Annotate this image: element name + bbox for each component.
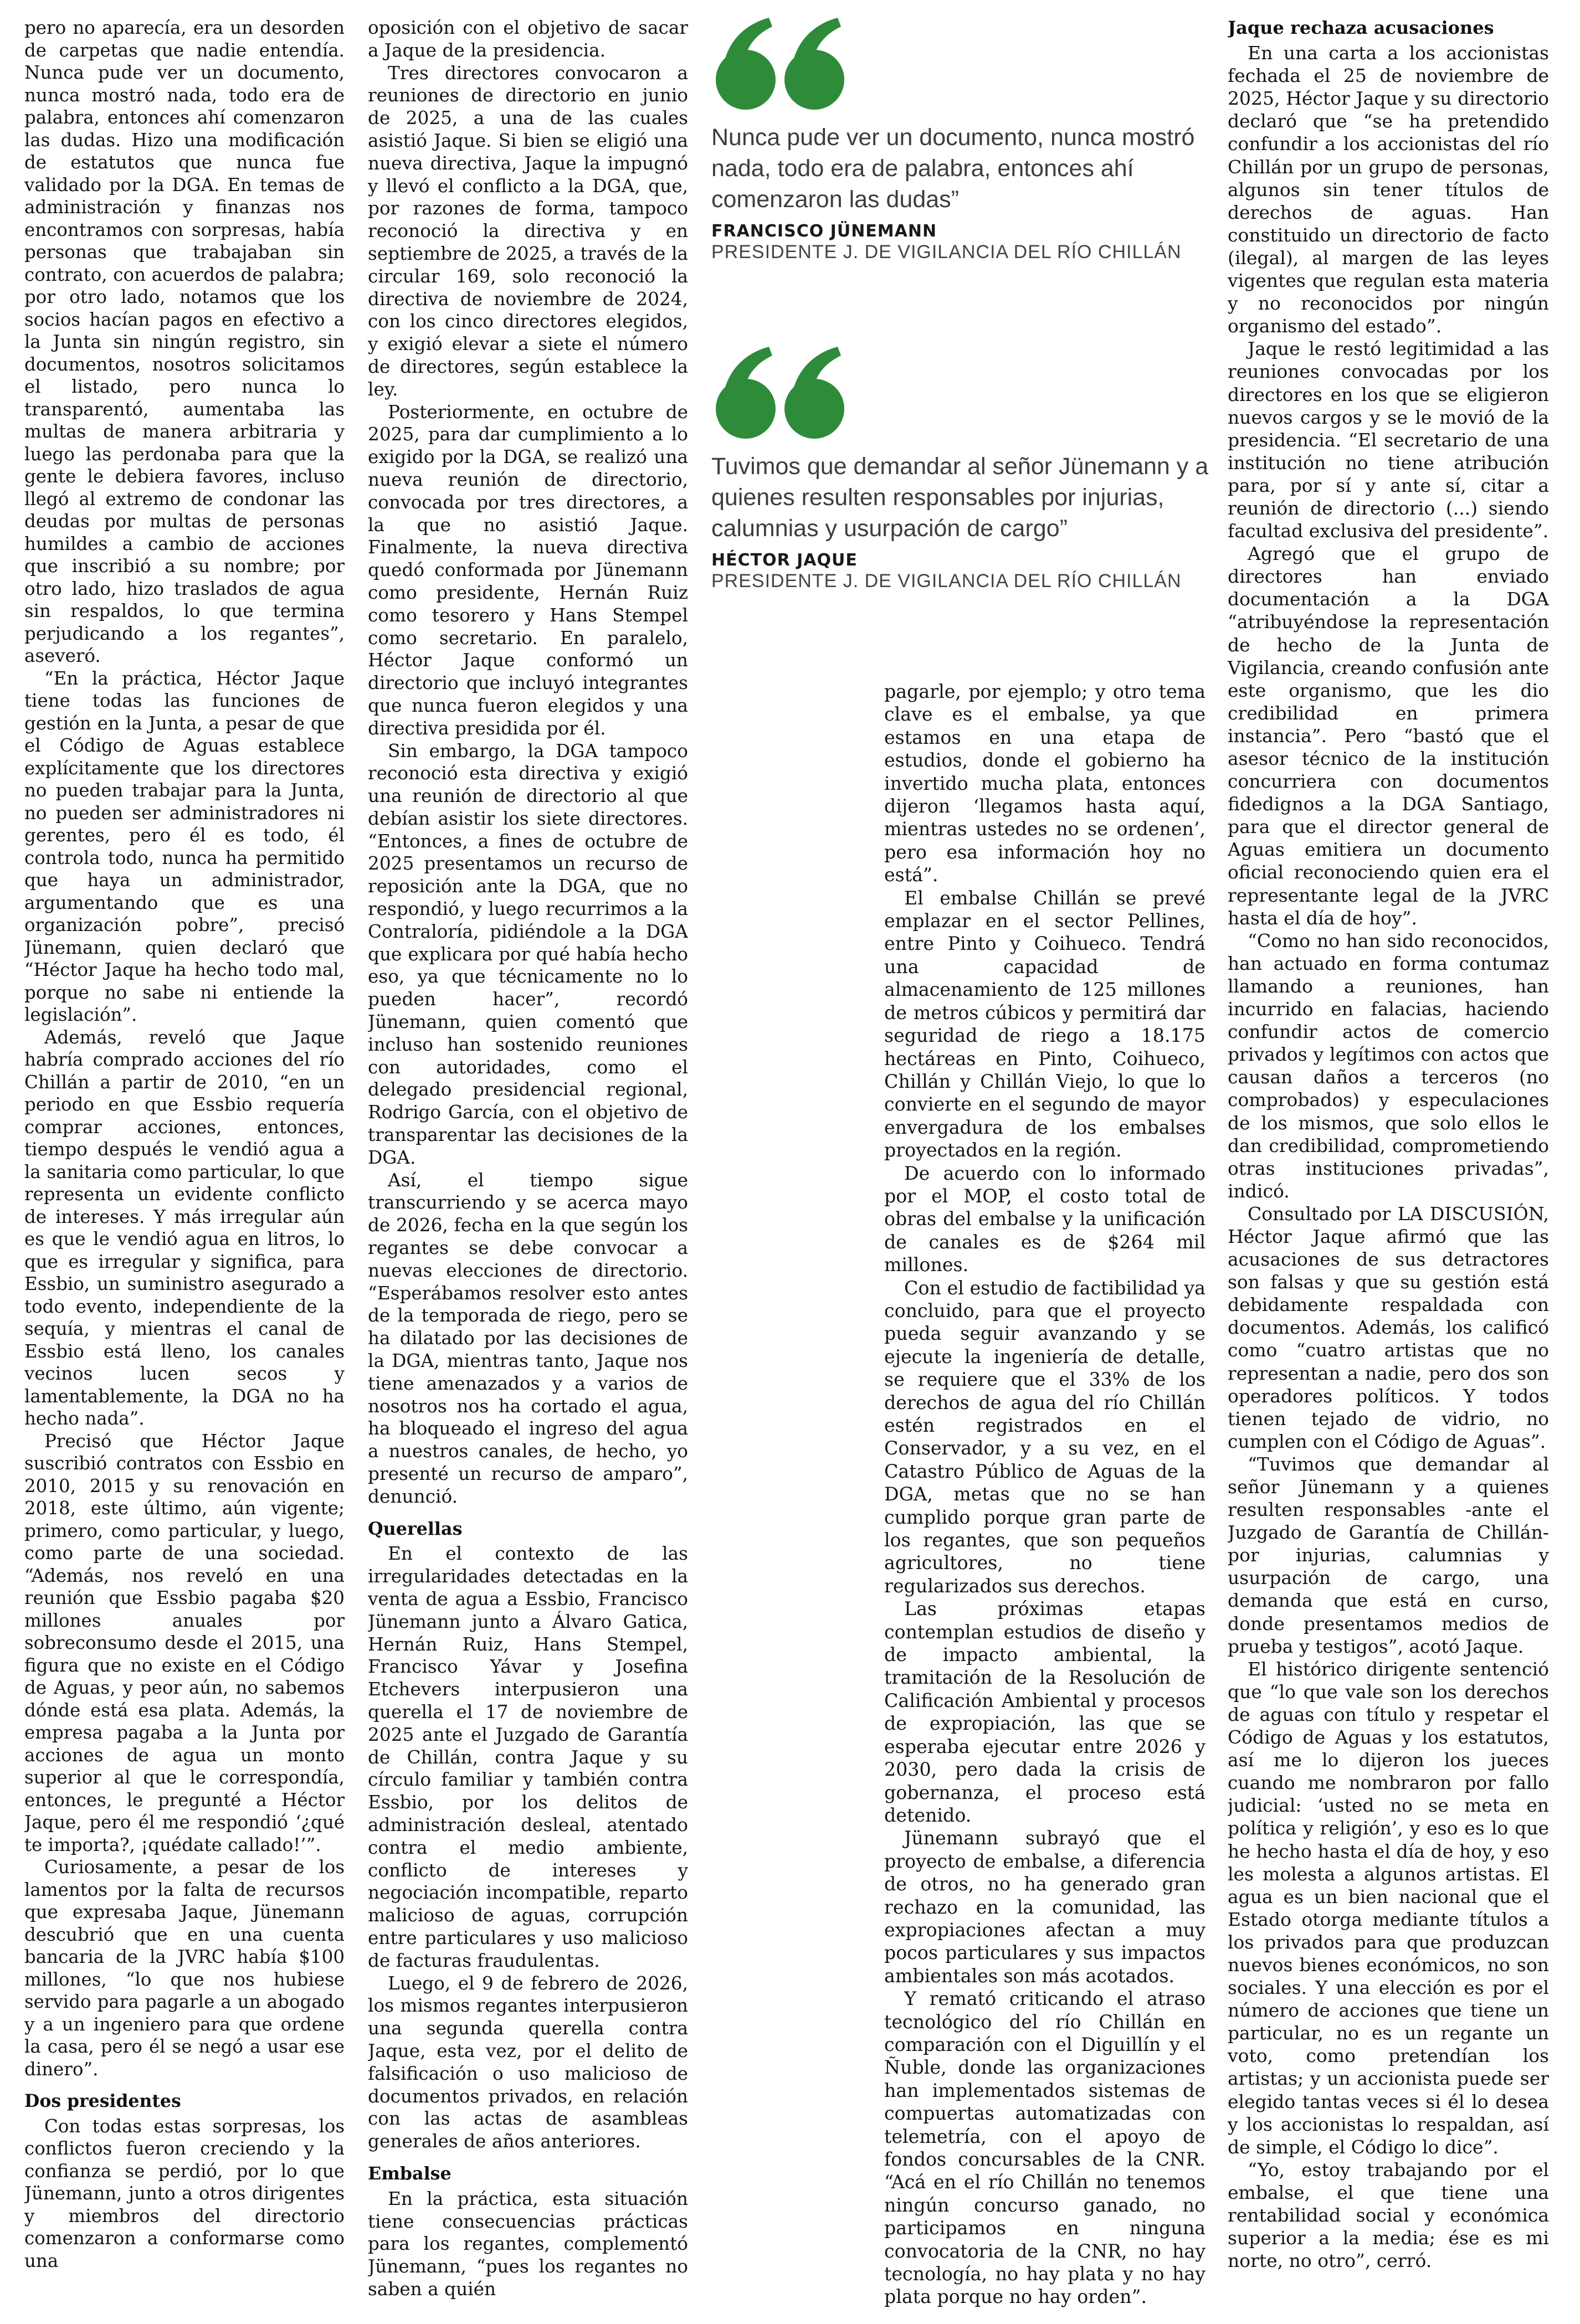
section-heading-jaque-rechaza: Jaque rechaza acusaciones <box>1228 17 1494 38</box>
quote-icon <box>711 343 855 443</box>
paragraph: “Tuvimos que demandar al señor Jünemann y a quienes resulten responsables -ante el Juzgado de Garantía de Chillán- por injurias, calumnias y usurpación de cargo, una demanda que está en curso, donde presentamos medios de prueba y testigos”, acotó Jaque. <box>1228 1453 1549 1657</box>
paragraph: Curiosamente, a pesar de los lamentos por la falta de recursos que expresaba Jaque, Jünemann descubrió que en una cuenta bancaria de la JVRC había $100 millones, “lo que nos hubiese servido para pagarle a un abogado y a un ingeniero para que ordene la casa, pero él se negó a usar ese dinero”. <box>24 1857 345 2080</box>
article-column-4 <box>1228 17 1549 2310</box>
paragraph: Las próximas etapas contemplan estudios de diseño y de impacto ambiental, la tramitación de la Resolución de Calificación Ambiental y procesos de expropiación, las que se esperaba ejecutar entre 2026 y 2030, pero dada la crisis de gobernanza, el proceso está detenido. <box>884 1598 1205 1826</box>
pull-quote-junemann <box>711 14 1210 263</box>
paragraph: oposición con el objetivo de sacar a Jaque de la presidencia. <box>368 17 688 61</box>
paragraph: Luego, el 9 de febrero de 2026, los mismos regantes interpusieron una segunda querella contra Jaque, esta vez, por el delito de falsificación o uso malicioso de documentos privados, en relación con las actas de asambleas generales de años anteriores. <box>368 1972 688 2152</box>
paragraph: En el contexto de las irregularidades detectadas en la venta de agua a Essbio, Francisco Jünemann junto a Álvaro Gatica, Hernán Ruiz, Hans Stempel, Francisco Yávar y Josefina Etchevers interpusieron una querella el 17 de noviembre de 2025 ante el Juzgado de Garantía de Chillán, contra Jaque y su círculo familiar y también contra Essbio, por los delitos de administración desleal, atentado contra el medio ambiente, conflicto de intereses y negociación incompatible, reparto malicioso de aguas, corrupción entre particulares y uso malicioso de facturas fraudulentas. <box>368 1543 688 1971</box>
section-heading-querellas: Querellas <box>368 1518 463 1539</box>
section-heading-dos-presidentes: Dos presidentes <box>24 2091 181 2111</box>
paragraph: pero no aparecía, era un desorden de carpetas que nadie entendía. Nunca pude ver un documento, nunca mostró nada, todo era de palabra, entonces ahí comenzaron las dudas. Hizo una modificación de estatutos que nunca fue validado por la DGA. En temas de administración y finanzas nos encontramos con sorpresas, había personas que trabajaban sin contrato, con acuerdos de palabra; por otro lado, notamos que los socios hacían pagos en efectivo a la Junta sin ningún registro, sin documentos, nosotros solicitamos el listado, pero nunca lo transparentó, aumentaba las multas de manera arbitraria y luego las perdonaba para que la gente le debiera favores, incluso llegó al extremo de condonar las deudas por multas de personas humildes a cambio de acciones que inscribió a su nombre; por otro lado, hizo traslados de agua sin respaldos, lo que termina perjudicando a los regantes”, aseveró. <box>24 17 345 666</box>
paragraph: “Como no han sido reconocidos, han actuado en forma contumaz llamando a reuniones, han incurrido en falacias, haciendo confundir actos de comercio privados y legítimos con actos que causan daños a terceros (no comprobados) y especulaciones de los mismos, que solo ellos le dan credibilidad, comprometiendo otras instituciones privadas”, indicó. <box>1228 929 1549 1202</box>
article-column-1 <box>24 17 345 2310</box>
paragraph: El histórico dirigente sentenció que “lo que vale son los derechos de aguas con título y respetar el Código de Aguas y los estatutos, así me lo dijeron los jueces cuando me nombraron por fallo judicial: ‘usted no se meta en política y religión’, y eso es lo que he hecho hasta el día de hoy, y eso les molesta a algunos artistas. El agua es un bien nacional que el Estado otorga mediante títulos a los privados para que produzcan nuevos bienes económicos, no son sociales. Y una elección es por el número de acciones que tiene un particular, no es un regante un voto, como pretendían los artistas; y un accionista puede ser elegido tantas veces si él lo desea y los accionistas lo respaldan, así de simple, el Código lo dice”. <box>1228 1658 1549 2158</box>
section-heading-embalse: Embalse <box>368 2163 452 2184</box>
paragraph: Así, el tiempo sigue transcurriendo y se acerca mayo de 2026, fecha en la que según los regantes se debe convocar a nuevas elecciones de directorio. “Esperábamos resolver esto antes de la temporada de riego, pero se ha dilatado por las decisiones de la DGA, mientras tanto, Jaque nos tiene amenazados y a varios de nosotros nos ha cortado el agua, ha bloqueado el ingreso del agua a nuestros canales, de hecho, yo presenté un recurso de amparo”, denunció. <box>368 1169 688 1507</box>
paragraph: “Yo, estoy trabajando por el embalse, el que tiene una rentabilidad social y económica superior a la media; ése es mi norte, no otro”, cerró. <box>1228 2158 1549 2272</box>
quote-text: Nunca pude ver un documento, nunca mostró nada, todo era de palabra, entonces ahí comenzaron las dudas” <box>711 124 1195 213</box>
pull-quote-jaque <box>711 343 1210 592</box>
quote-author-role: PRESIDENTE J. DE VIGILANCIA DEL RÍO CHILLÁN <box>711 570 1182 592</box>
quote-author-role: PRESIDENTE J. DE VIGILANCIA DEL RÍO CHILLÁN <box>711 241 1182 263</box>
paragraph: pagarle, por ejemplo; y otro tema clave es el embalse, ya que estamos en una etapa de estudios, donde el gobierno ha invertido mucha plata, entonces dijeron ‘llegamos hasta aquí, mientras ustedes no se ordenen’, pero esa información hoy no está”. <box>884 681 1205 886</box>
paragraph: El embalse Chillán se prevé emplazar en el sector Pellines, entre Pinto y Coihueco. Tendrá una capacidad de almacenamiento de 125 millones de metros cúbicos y permitirá dar seguridad de riego a 18.175 hectáreas en Pinto, Coihueco, Chillán y Chillán Viejo, lo que lo convierte en el segundo de mayor envergadura de los embalses proyectados en la región. <box>884 887 1205 1161</box>
paragraph: Y remató criticando el atraso tecnológico del río Chillán en comparación con el Diguillín y el Ñuble, donde las organizaciones han implementados sistemas de compuertas automatizadas con telemetría, con el apoyo de fondos concursables de la CNR. “Acá en el río Chillán no tenemos ningún concurso ganado, no participamos en ninguna convocatoria de la CNR, no hay tecnología, no hay plata y no hay plata porque no hay orden”. <box>884 1988 1205 2308</box>
paragraph: Consultado por LA DISCUSIÓN, Héctor Jaque afirmó que las acusaciones de sus detractores son falsas y que su gestión está debidamente respaldada con documentos. Además, los calificó como “cuatro artistas que no representan a nadie, pero dos son operadores políticos. Y todos tienen tejado de vidrio, no cumplen con el Código de Aguas”. <box>1228 1202 1549 1452</box>
article-column-2 <box>368 17 688 2310</box>
paragraph: Con todas estas sorpresas, los conflictos fueron creciendo y la confianza se perdió, por lo que Jünemann, junto a otros dirigentes y miembros del directorio comenzaron a conformarse como una <box>24 2115 345 2271</box>
quote-icon <box>711 14 855 114</box>
article-column-3 <box>884 680 1205 2310</box>
quote-author-name: FRANCISCO JÜNEMANN <box>711 222 937 241</box>
paragraph: Precisó que Héctor Jaque suscribió contratos con Essbio en 2010, 2015 y su renovación en 2018, este último, aún vigente; primero, como particular, y luego, como parte de una sociedad. “Además, nos reveló en una reunión que Essbio pagaba $20 millones anuales por sobreconsumo desde el 2015, una figura que no existe en el Código de Aguas, y peor aún, no sabemos dónde está esa plata. Además, la empresa pagaba a la Junta por acciones de agua un monto superior al que le correspondía, entonces, le pregunté a Héctor Jaque, pero él me respondió ‘¿qué te importa?, ¡quédate callado!’”. <box>24 1430 345 1855</box>
paragraph: Con el estudio de factibilidad ya concluido, para que el proyecto pueda seguir avanzando y se ejecute la ingeniería de detalle, se requiere que el 33% de los derechos de agua del río Chillán estén registrados en el Conservador, y a su vez, en el Catastro Público de Aguas de la DGA, metas que no se han cumplido porque gran parte de los regantes, que son pequeños agricultores, no tiene regularizados sus derechos. <box>884 1277 1205 1597</box>
paragraph: En una carta a los accionistas fechada el 25 de noviembre de 2025, Héctor Jaque y su directorio declaró que “se ha pretendido confundir a los accionistas del río Chillán por un grupo de personas, algunos sin tener títulos de derechos de aguas. Han constituido un directorio de facto (ilegal), al margen de las leyes vigentes que regulan esta materia y no reconocidos por ningún organismo del estado”. <box>1228 42 1549 337</box>
paragraph: Jünemann subrayó que el proyecto de embalse, a diferencia de otros, no ha generado gran rechazo en la comunidad, las expropiaciones afectan a muy pocos particulares y sus impactos ambientales son más acotados. <box>884 1827 1205 1987</box>
paragraph: Jaque le restó legitimidad a las reuniones convocadas por los directores en los que se eligieron nuevos cargos y se le movió de la presidencia. “El secretario de una institución no tiene atribución para, por sí y ante sí, citar a reunión de directorio (...) siendo facultad exclusiva del presidente”. <box>1228 338 1549 542</box>
paragraph: Sin embargo, la DGA tampoco reconoció esta directiva y exigió una reunión de directorio al que debían asistir los siete directores. “Entonces, a fines de octubre de 2025 presentamos un recurso de reposición ante la DGA, que no respondió, y luego recurrimos a la Contraloría, pidiéndole a la DGA que explicara por qué había hecho eso, ya que técnicamente no lo pueden hacer”, recordó Jünemann, quien comentó que incluso han sostenido reuniones con autoridades, como el delegado presidencial regional, Rodrigo García, con el objetivo de transparentar las decisiones de la DGA. <box>368 740 688 1168</box>
paragraph: Además, reveló que Jaque habría comprado acciones del río Chillán a partir de 2010, “en un periodo en que Essbio requería comprar acciones, entonces, tiempo después le vendió agua a la sanitaria como particular, lo que representa un evidente conflicto de intereses. Y más irregular aún es que le vendió agua en litros, lo que es irregular y significa, para Essbio, un suministro asegurado a todo evento, independiente de la sequía, y mientras el canal de Essbio está lleno, los canales vecinos lucen secos y lamentablemente, la DGA no ha hecho nada”. <box>24 1026 345 1429</box>
paragraph: De acuerdo con lo informado por el MOP, el costo total de obras del embalse y la unificación de canales es de $264 mil millones. <box>884 1162 1205 1276</box>
paragraph: “En la práctica, Héctor Jaque tiene todas las funciones de gestión en la Junta, a pesar de que el Código de Aguas establece explícitamente que los directores no pueden trabajar para la Junta, no pueden ser administradores ni gerentes, pero él es todo, él controla todo, nunca ha permitido que haya un administrador, argumentando que es una organización pobre”, precisó Jünemann, quien declaró que “Héctor Jaque ha hecho todo mal, porque no sabe ni entiende la legislación”. <box>24 667 345 1025</box>
paragraph: Agregó que el grupo de directores han enviado documentación a la DGA “atribuyéndose la representación de hecho de la Junta de Vigilancia, creando confusión ante este organismo, que les dio credibilidad en primera instancia”. Pero “bastó que el asesor técnico de la institución concurriera con documentos fidedignos a la DGA Santiago, para que el director general de Aguas emitiera un documento oficial reconociendo quien era el representante legal de la JVRC hasta el día de hoy”. <box>1228 543 1549 929</box>
paragraph: En la práctica, esta situación tiene consecuencias prácticas para los regantes, complementó Jünemann, “pues los regantes no saben a quién <box>368 2188 688 2300</box>
quote-text: Tuvimos que demandar al señor Jünemann y a quienes resulten responsables por injurias, calumnias y usurpación de cargo” <box>711 453 1209 542</box>
paragraph: Tres directores convocaron a reuniones de directorio en junio de 2025, a una de las cuales asistió Jaque. Si bien se eligió una nueva directiva, Jaque la impugnó y llevó el conflicto a la DGA, que, por razones de forma, tampoco reconoció la directiva y en septiembre de 2025, a través de la circular 169, solo reconoció la directiva de noviembre de 2024, con los cinco directores elegidos, y exigió elevar a siete el número de directores, según establece la ley. <box>368 62 688 400</box>
paragraph: Posteriormente, en octubre de 2025, para dar cumplimiento a lo exigido por la DGA, se realizó una nueva reunión de directorio, convocada por tres directores, a la que no asistió Jaque. Finalmente, la nueva directiva quedó conformada por Jünemann como presidente, Hernán Ruiz como tesorero y Hans Stempel como secretario. En paralelo, Héctor Jaque conformó un directorio que incluyó integrantes que nunca fueron elegidos y una directiva presidida por él. <box>368 401 688 739</box>
quote-author-name: HÉCTOR JAQUE <box>711 551 858 570</box>
